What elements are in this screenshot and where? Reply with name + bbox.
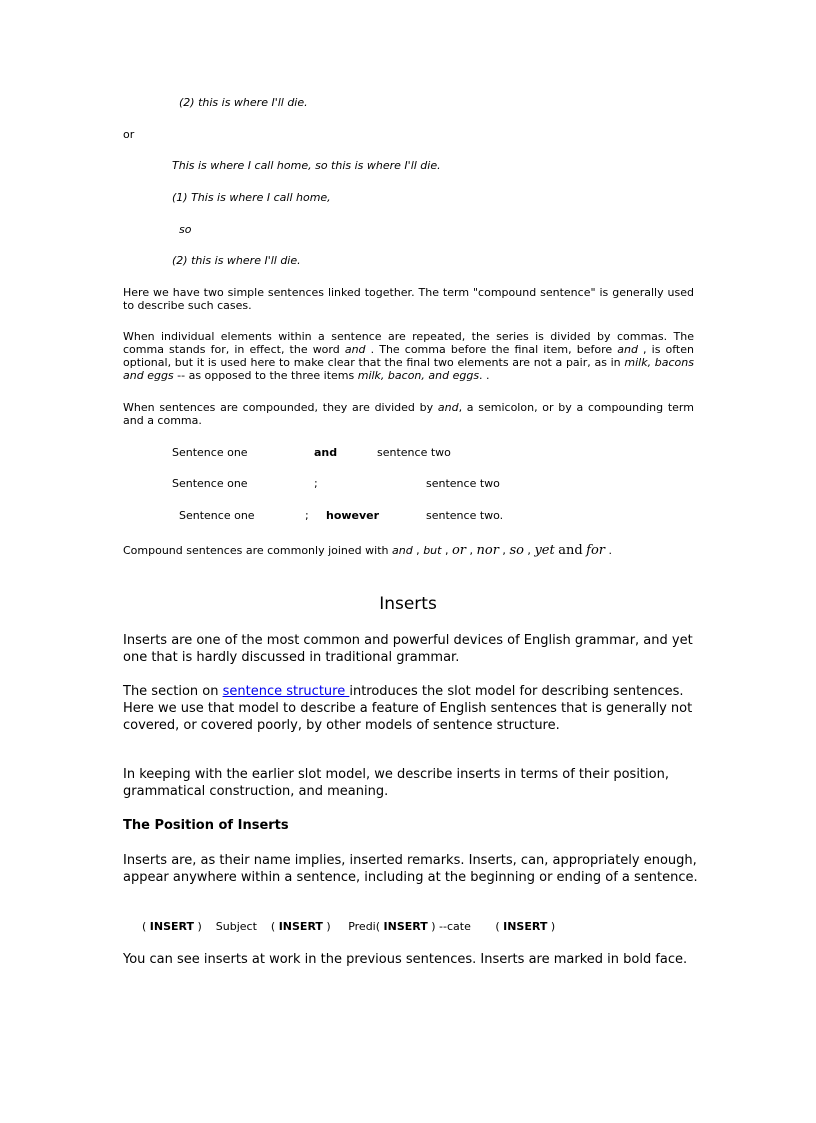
text-run: The section on	[123, 684, 223, 699]
insert-label: INSERT	[278, 920, 323, 933]
joined-line: Compound sentences are commonly joined with and , but , or , nor , so , yet and for .	[123, 543, 613, 558]
example-row-3-mid: however	[326, 509, 380, 522]
text-run: or	[451, 543, 467, 558]
text-run: , a semicolon, or by a compounding term and a comma.	[123, 401, 694, 427]
example-row-1-mid: and	[314, 446, 338, 459]
text-run: and	[437, 401, 459, 414]
paragraph-series	[123, 330, 694, 382]
inserts-paragraph-4: Inserts are, as their name implies, inserted remarks. Inserts, can, appropriately enough, appear anywhere within a sentence, including at the beginning or ending of a sentence.	[123, 853, 698, 885]
insert-diagram: ( INSERT ) Subject ( INSERT ) Predi( INSERT ) --cate ( INSERT )	[142, 920, 556, 933]
text-run: and	[558, 543, 583, 558]
text-run: yet	[534, 543, 555, 558]
insert-label: INSERT	[383, 920, 428, 933]
example-row-2-left: Sentence one	[172, 477, 248, 490]
paragraph-compound: Here we have two simple sentences linked together. The term "compound sentence" is generally used to describe such cases.	[123, 286, 694, 312]
example-row-2-mid: ;	[314, 477, 318, 490]
text-run: so	[509, 543, 524, 558]
section-title: Inserts	[379, 594, 437, 614]
text-run: , is often optional, but it is used here to make clear that the final two elements are not a pair, as in	[123, 343, 694, 369]
example-part-2: (2) this is where I'll die.	[172, 254, 301, 267]
inserts-paragraph-2	[123, 683, 698, 734]
text-run: and	[617, 343, 638, 356]
text-run: introduces the slot model for describing sentences. Here we use that model to describe a feature of English sentences that is generally not covered, or covered poorly, by other models of sentence structure.	[123, 684, 693, 733]
example-part-1: (1) This is where I call home,	[172, 191, 331, 204]
example-sentence: This is where I call home, so this is where I'll die.	[172, 159, 441, 172]
inserts-paragraph-1: Inserts are one of the most common and powerful devices of English grammar, and yet one that is hardly discussed in traditional grammar.	[123, 633, 693, 665]
example-row-3-left: Sentence one	[179, 509, 255, 522]
text-run: and	[391, 544, 413, 557]
text-run: -- as opposed to the three items	[173, 369, 358, 382]
text-run: . The comma before the final item, before	[365, 343, 618, 356]
text-run: When sentences are compounded, they are divided by	[123, 401, 438, 414]
example-row-3-right: sentence two.	[426, 509, 504, 522]
insert-label: INSERT	[503, 920, 548, 933]
example-row-1-right: sentence two	[377, 446, 451, 459]
text-run: milk, bacons and eggs	[123, 356, 694, 382]
paragraph-compounded	[123, 401, 694, 427]
inserts-paragraph-3: In keeping with the earlier slot model, we describe inserts in terms of their position, grammatical construction, and meaning.	[123, 767, 669, 799]
text-run: nor	[476, 543, 499, 558]
text-run: but	[423, 544, 442, 557]
example-line-2: (2) this is where I'll die.	[179, 96, 308, 109]
example-so: so	[179, 223, 192, 236]
text-run: . .	[479, 369, 490, 382]
inserts-paragraph-5: You can see inserts at work in the previous sentences. Inserts are marked in bold face.	[123, 952, 688, 967]
text-run: milk, bacon, and eggs	[357, 369, 480, 382]
insert-label: INSERT	[149, 920, 195, 933]
example-row-1-left: Sentence one	[172, 446, 248, 459]
text-run: and	[344, 343, 366, 356]
text-run: Compound sentences are commonly joined with	[123, 544, 392, 557]
text-run: When individual elements within a sentence are repeated, the series is divided by commas. The comma stands for, in effect, the word	[123, 330, 694, 356]
sentence-structure-link[interactable]: sentence structure	[222, 684, 350, 699]
predicate-label: Predi	[348, 920, 376, 933]
position-subheading: The Position of Inserts	[123, 818, 289, 833]
or-text: or	[123, 128, 135, 141]
example-row-2-right: sentence two	[426, 477, 500, 490]
predicate-label: --cate	[439, 920, 471, 933]
example-row-3-semi: ;	[305, 509, 309, 522]
text-run: for	[586, 543, 606, 558]
subject-label: Subject	[215, 920, 257, 933]
